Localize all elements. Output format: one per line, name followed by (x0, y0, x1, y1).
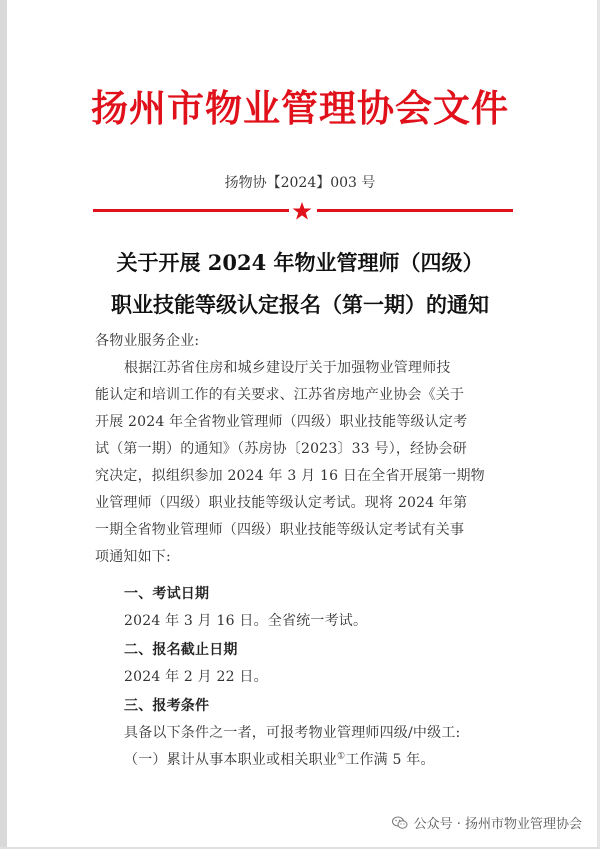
notice-title-line-1: 关于开展 2024 年物业管理师（四级） (116, 250, 484, 275)
header-divider (93, 202, 513, 220)
intro-line: 一期全省物业管理师（四级）职业技能等级认定考试有关事 (95, 522, 465, 538)
notice-title-line-2: 职业技能等级认定报名（第一期）的通知 (111, 292, 489, 317)
intro-line: 根据江苏省住房和城乡建设厅关于加强物业管理师技 (124, 360, 451, 376)
intro-line: 开展 2024 年全省物业管理师（四级）职业技能等级认定考 (95, 414, 468, 430)
condition-1-prefix: （一）累计从事本职业或相关职业 (124, 752, 337, 768)
intro-line: 究决定，拟组织参加 2024 年 3 月 16 日在全省开展第一期物 (95, 468, 485, 484)
condition-1-suffix: 工作满 5 年。 (345, 752, 435, 768)
section-text-conditions: 具备以下条件之一者，可报考物业管理师四级/中级工: (124, 725, 461, 741)
star-icon (292, 202, 312, 220)
intro-line: 业管理师（四级）职业技能等级认定考试。现将 2024 年第 (95, 495, 468, 511)
document-number: 扬物协【2024】003 号 (224, 175, 376, 191)
salutation: 各物业服务企业: (95, 333, 200, 349)
document-header-title: 扬州市物业管理协会文件 (91, 86, 509, 130)
intro-line: 能认定和培训工作的有关要求、江苏省房地产业协会《关于 (95, 387, 465, 403)
wechat-account-label: 公众号 · 扬州市物业管理协会 (413, 817, 582, 832)
condition-item-1 (124, 749, 435, 769)
section-text-exam-date: 2024 年 3 月 16 日。全省统一考试。 (124, 613, 368, 629)
wechat-icon (392, 816, 408, 830)
divider-line-left (93, 209, 289, 212)
section-heading-deadline: 二、报名截止日期 (124, 642, 238, 658)
footnote-marker: ① (337, 751, 346, 762)
section-heading-exam-date: 一、考试日期 (124, 586, 210, 602)
wechat-account-badge (392, 813, 582, 832)
intro-line: 项通知如下: (95, 549, 171, 565)
section-text-deadline: 2024 年 2 月 22 日。 (124, 669, 268, 685)
intro-line: 试（第一期）的通知》（苏房协〔2023〕33 号），经协会研 (95, 441, 467, 457)
section-heading-conditions: 三、报考条件 (124, 698, 210, 714)
divider-line-right (317, 209, 513, 212)
